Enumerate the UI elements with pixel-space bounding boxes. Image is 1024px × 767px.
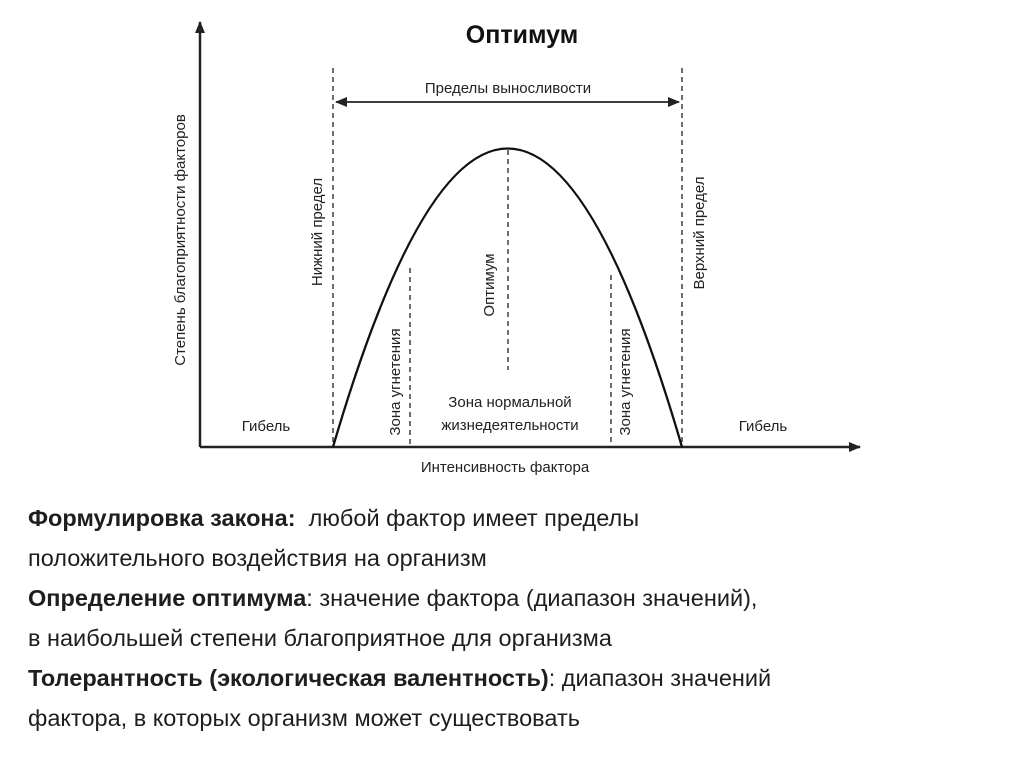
law-term: Формулировка закона: — [28, 505, 296, 531]
death-left-label: Гибель — [241, 418, 291, 435]
optimum-term: Определение оптимума — [28, 585, 307, 611]
tolerance-line-2 — [28, 698, 1008, 738]
definitions-text — [28, 498, 1008, 738]
depression-zone-right-label: Зона угнетения — [617, 328, 634, 436]
normal-zone-label-line1: Зона нормальной — [448, 394, 572, 411]
y-axis-label: Степень благоприятности факторов — [172, 114, 189, 366]
optimum-line-1 — [28, 578, 1008, 618]
optimum-text-part1: : значение фактора (диапазон значений), — [306, 585, 758, 611]
law-text-part1: любой фактор имеет пределы — [295, 505, 640, 531]
depression-zone-left-label: Зона угнетения — [387, 328, 404, 436]
normal-zone-label-line2: жизнедеятельности — [441, 417, 579, 434]
law-line-2 — [28, 538, 1008, 578]
law-text-part2: положительного воздействия на организм — [28, 545, 487, 571]
tolerance-text-part2: фактора, в которых организм может существовать — [28, 705, 580, 731]
death-right-label: Гибель — [738, 418, 788, 435]
lower-limit-label: Нижний предел — [309, 177, 326, 287]
tolerance-term: Толерантность (экологическая валентность) — [28, 665, 549, 691]
tolerance-text-part1: : диапазон значений — [548, 665, 772, 691]
upper-limit-label: Верхний предел — [691, 176, 708, 290]
endurance-limits-label: Пределы выносливости — [424, 80, 592, 97]
law-line-1 — [28, 498, 1008, 538]
optimum-text-part2: в наибольшей степени благоприятное для организма — [28, 625, 612, 651]
x-axis-label: Интенсивность фактора — [420, 459, 590, 476]
optimum-line-2 — [28, 618, 1008, 658]
tolerance-line-1 — [28, 658, 1008, 698]
diagram-title: Оптимум — [465, 21, 579, 49]
optimum-label: Оптимум — [481, 253, 498, 317]
